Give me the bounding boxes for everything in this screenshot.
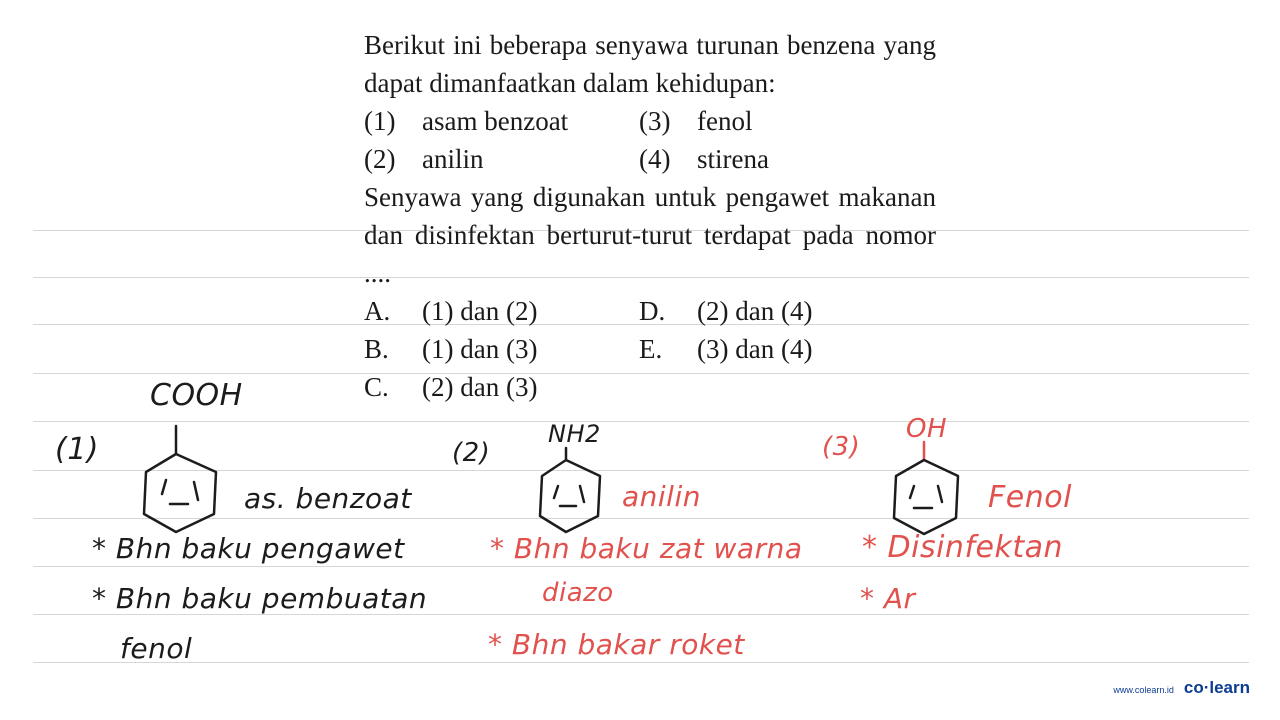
- compound-name: fenol: [697, 106, 753, 136]
- note-c1-use: fenol: [120, 632, 193, 665]
- note-c1-number: (1): [55, 432, 99, 467]
- question-intro: Berikut ini beberapa senyawa turunan benzena yang dapat dimanfaatkan dalam kehidupan:: [364, 30, 936, 98]
- choice-d[interactable]: D. (2) dan (4): [639, 296, 813, 326]
- compound-number: (3): [639, 106, 671, 136]
- choice-row: [364, 368, 936, 406]
- notebook-rule: [33, 566, 1249, 567]
- note-c1-label: as. benzoat: [244, 482, 412, 515]
- notebook-rule: [33, 662, 1249, 663]
- question-prompt: Senyawa yang digunakan untuk pengawet makanan dan disinfektan berturut-turut terdapat pada nomor ....: [364, 182, 936, 288]
- note-c3-number: (3): [822, 432, 861, 462]
- note-c2-number: (2): [452, 438, 491, 468]
- compound-number: (1): [364, 106, 396, 136]
- note-c2-label: anilin: [622, 480, 701, 513]
- brand-logo: co·learn: [1183, 678, 1250, 697]
- choice-b[interactable]: B. (1) dan (3): [364, 334, 538, 364]
- choice-e[interactable]: E. (3) dan (4): [639, 334, 813, 364]
- note-c2-group: NH2: [548, 420, 601, 448]
- note-c1-use: * Bhn baku pembuatan: [92, 582, 428, 615]
- note-c2-use: * Bhn baku zat warna: [490, 532, 803, 565]
- choice-a[interactable]: A. (1) dan (2): [364, 296, 538, 326]
- note-c3-label: Fenol: [988, 480, 1072, 515]
- choice-row: [364, 330, 936, 368]
- footer-url: www.colearn.id: [1113, 685, 1174, 695]
- question-block: [364, 26, 936, 406]
- note-c3-use: * Ar: [860, 582, 916, 615]
- note-c3-use: * Disinfektan: [862, 530, 1064, 565]
- note-c1-group: COOH: [150, 378, 243, 413]
- compound-name: anilin: [422, 144, 484, 174]
- compound-name: asam benzoat: [422, 106, 569, 136]
- choice-row: [364, 292, 936, 330]
- note-c3-group: OH: [906, 414, 948, 444]
- benzene-ring-1: [140, 420, 240, 530]
- compound-row: [364, 140, 936, 178]
- compound-name: stirena: [697, 144, 769, 174]
- compound-row: [364, 102, 936, 140]
- compound-number: (2): [364, 144, 396, 174]
- choice-c[interactable]: C. (2) dan (3): [364, 372, 538, 402]
- note-c2-use: diazo: [542, 578, 614, 608]
- compound-number: (4): [639, 144, 671, 174]
- benzene-ring-2: [538, 448, 618, 538]
- note-c2-use: * Bhn bakar roket: [488, 628, 745, 661]
- benzene-ring-3: [890, 438, 970, 538]
- note-c1-use: * Bhn baku pengawet: [92, 532, 405, 565]
- brand-footer: [1113, 678, 1250, 698]
